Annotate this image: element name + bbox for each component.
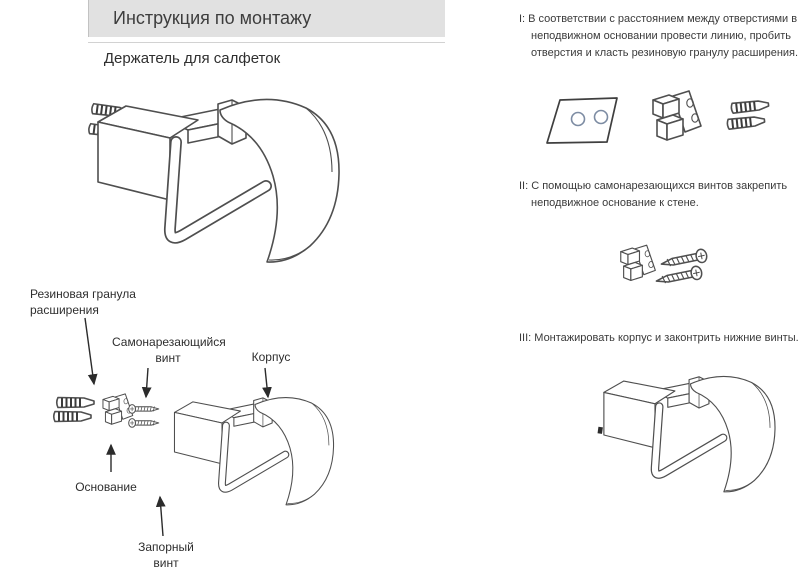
screw-icon <box>655 265 703 287</box>
holder-body-icon <box>604 376 775 491</box>
title-band <box>88 0 445 37</box>
part-label-base: Основание <box>75 480 137 494</box>
screw-icon <box>660 248 708 270</box>
lower-screw-icon <box>598 427 603 434</box>
arrow-down-icon <box>265 368 268 397</box>
base-icon <box>621 245 656 280</box>
holder-body-icon <box>98 99 339 262</box>
base-icon <box>653 91 701 140</box>
assembled-holder-illustration <box>58 80 368 275</box>
arrow-down-icon <box>146 368 148 397</box>
arrow-down-icon <box>85 318 94 384</box>
arrow-up-icon <box>160 497 163 536</box>
part-label-body: Корпус <box>251 350 291 364</box>
part-label-locking-screw: Запорный винт <box>138 540 194 570</box>
anchor-dowel-icon <box>731 100 769 114</box>
step-2-illustration <box>585 226 765 326</box>
anchor-dowel-icon <box>727 116 765 130</box>
part-label-rubber-granule: Резиновая гранула расширения <box>30 287 136 317</box>
step-2-instruction: II: С помощью самонарезающихся винтов закрепить неподвижное основание к стене. <box>519 180 788 209</box>
screw-icon <box>129 419 159 428</box>
screw-icon <box>129 405 159 414</box>
anchor-dowel-icon <box>54 412 91 422</box>
anchor-dowel-icon <box>57 398 94 408</box>
holder-body-icon <box>174 398 333 505</box>
step-1-illustration <box>533 86 793 181</box>
title-underline <box>88 42 445 43</box>
step-3-illustration <box>558 356 793 526</box>
product-subtitle: Держатель для салфеток <box>103 50 281 67</box>
page-title: Инструкция по монтажу <box>113 8 312 28</box>
exploded-view-illustration <box>20 280 360 572</box>
step-3-instruction: III: Монтажировать корпус и законтрить нижние винты. <box>519 332 799 344</box>
part-label-self-tapping-screw: Самонарезающийся винт <box>112 335 226 365</box>
step-1-instruction: I: В соответствии с расстоянием между отверстиями в неподвижном основании провести линию, пробить отверстия и класть резиновую гранулу расширения. <box>519 13 799 59</box>
